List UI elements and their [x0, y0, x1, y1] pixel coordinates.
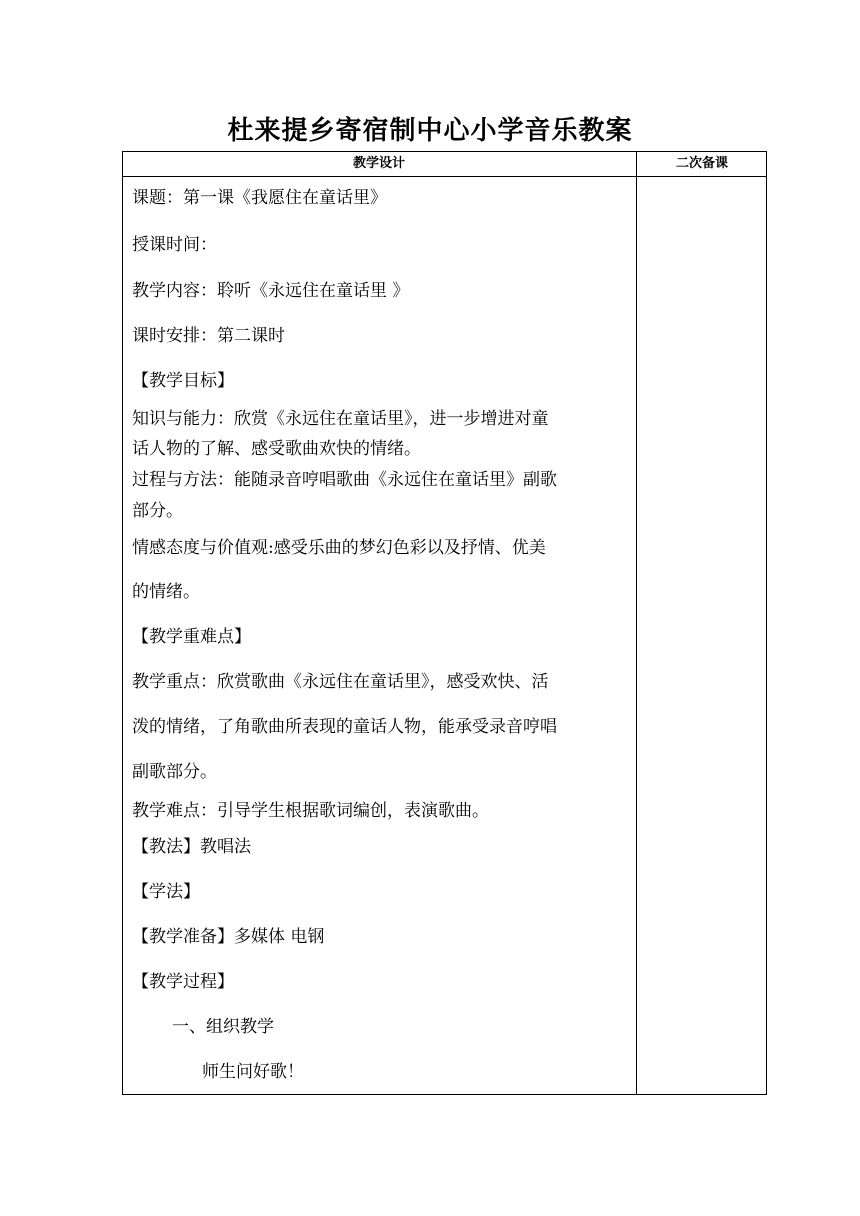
line-key-points-heading: 【教学重难点】 [132, 627, 251, 647]
column-divider [636, 151, 637, 1095]
line-goals-heading: 【教学目标】 [132, 371, 234, 391]
page-title: 杜来提乡寄宿制中心小学音乐教案 [227, 116, 633, 146]
line-topic: 课题：第一课《我愿住在童话里》 [132, 188, 387, 208]
line-key-point-3: 副歌部分。 [132, 762, 217, 782]
line-step-greeting: 师生问好歌！ [202, 1062, 304, 1082]
line-schedule: 课时安排：第二课时 [132, 326, 285, 346]
line-goal-process-1: 过程与方法：能随录音哼唱歌曲《永远住在童话里》副歌 [132, 470, 557, 490]
line-goal-knowledge-1: 知识与能力：欣赏《永远住在童话里》，进一步增进对童 [132, 409, 549, 429]
header-second-prep: 二次备课 [675, 156, 728, 171]
line-method: 【教法】教唱法 [132, 837, 251, 857]
line-process-heading: 【教学过程】 [132, 972, 234, 992]
line-study-method: 【学法】 [132, 882, 200, 902]
line-goal-process-2: 部分。 [132, 501, 183, 521]
line-preparation: 【教学准备】多媒体 电钢 [132, 927, 325, 947]
line-difficulty: 教学难点：引导学生根据歌词编创，表演歌曲。 [132, 801, 489, 821]
line-step-organize: 一、组织教学 [172, 1017, 274, 1037]
line-key-point-1: 教学重点：欣赏歌曲《永远住在童话里》，感受欢快、活 [132, 672, 549, 692]
line-goal-knowledge-2: 话人物的了解、感受歌曲欢快的情绪。 [132, 439, 421, 459]
line-time: 授课时间： [132, 235, 217, 255]
header-divider [122, 176, 767, 177]
line-goal-emotion-2: 的情绪。 [132, 582, 200, 602]
line-goal-emotion-1: 情感态度与价值观:感受乐曲的梦幻色彩以及抒情、优美 [132, 538, 546, 558]
line-content: 教学内容：聆听《永远住在童话里 》 [132, 281, 410, 301]
line-key-point-2: 泼的情绪，了角歌曲所表现的童话人物，能承受录音哼唱 [132, 717, 557, 737]
header-teaching-design: 教学设计 [352, 156, 405, 171]
